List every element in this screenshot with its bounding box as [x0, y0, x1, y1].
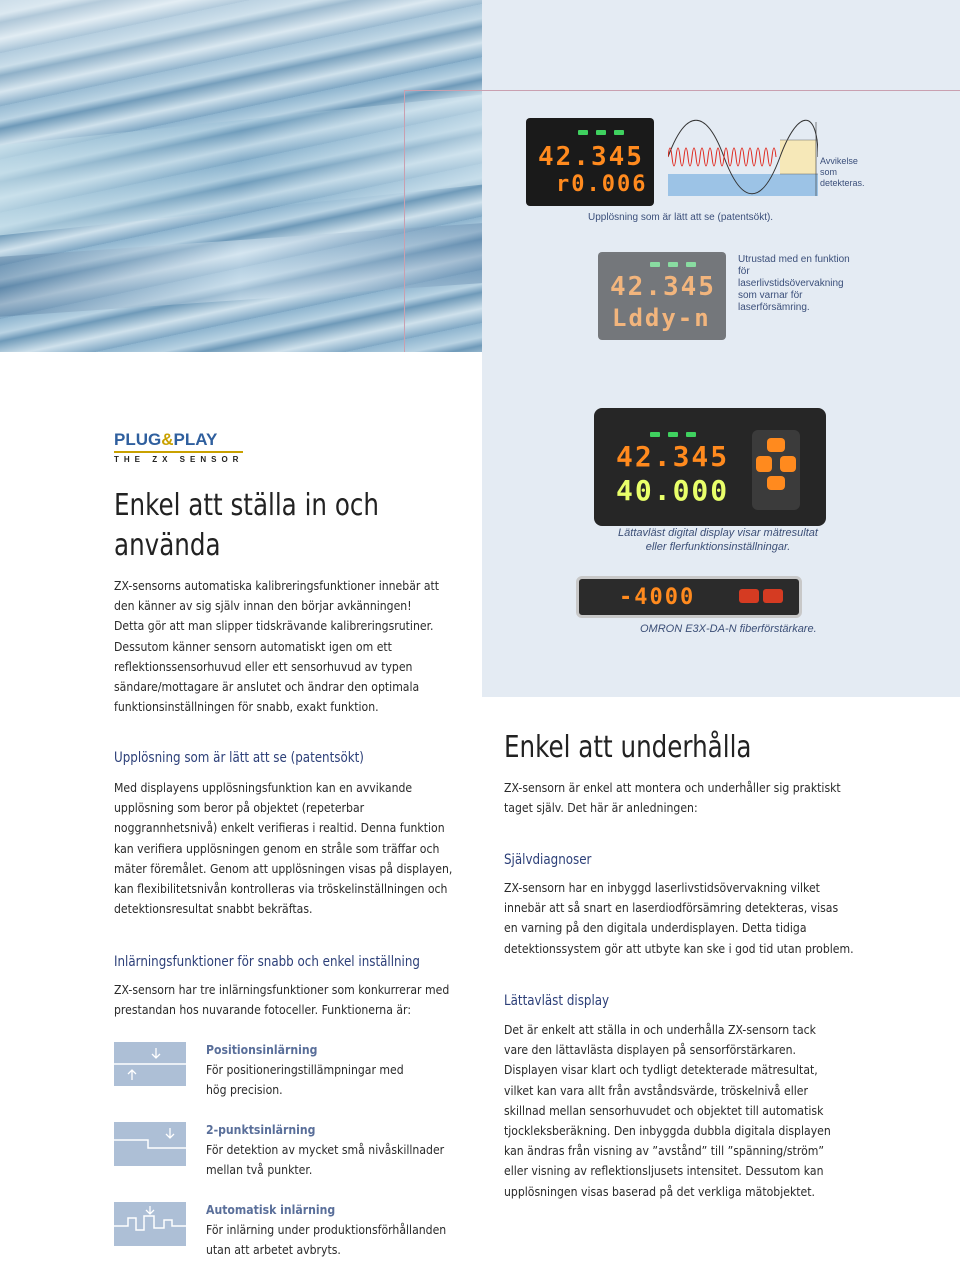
learning-title-two-point: 2-punktsinlärning: [206, 1122, 316, 1137]
page-title-line1: Enkel att ställa in och: [114, 488, 380, 523]
arrow-left-button[interactable]: [756, 456, 772, 472]
caption-omron: OMRON E3X-DA-N fiberförstärkare.: [640, 623, 817, 635]
display-resolution: [526, 118, 654, 206]
readable-display-paragraph: Det är enkelt att ställa in och underhålla ZX-sensorn tack vare den lättavlästa displayen på sensorförstärkaren. Displayen visar klart och tydligt detekterade mätresultat, vilket kan vara allt från avståndsvärde, tröskelnivå eller skillnad mellan sensorhuvudet och objektet till automatisk tjockleksberäkning. Den inbyggda dubbla digitala displayen kan ändras från visning av ”avstånd” till ”spänning/ström” eller visning av reflektionsljusets intensitet. Dessutom kan upplösningen visas baserad på det verkliga mätobjektet.: [504, 1022, 831, 1199]
learning-text-position: För positioneringstillämpningar med hög precision.: [206, 1062, 404, 1098]
learning-paragraph: ZX-sensorn har tre inlärningsfunktioner som konkurrerar med prestandan hos nuvarande fotoceller. Funktionerna är:: [114, 982, 450, 1018]
fiber-amplifier-display: [576, 576, 802, 618]
indicator-leds: [578, 130, 624, 135]
page-title-line2: använda: [114, 528, 221, 563]
maintenance-title: Enkel att underhålla: [504, 730, 752, 765]
caption-laser-monitoring: Utrustad med en funktion för laserlivstidsövervakning som varnar för laserförsämring.: [738, 254, 850, 313]
plug-and-play-logo: [114, 430, 243, 464]
auto-teaching-icon: [114, 1202, 186, 1246]
maintenance-intro: ZX-sensorn är enkel att montera och underhåller sig praktiskt taget själv. Det här är anledningen:: [504, 780, 841, 816]
caption-deviation: Avvikelse som detekteras.: [820, 156, 865, 188]
display-laser-warning: [598, 252, 726, 340]
indicator-leds: [650, 432, 696, 437]
display-main-value: 42.345: [610, 272, 716, 302]
section-heading-self-diagnosis: Självdiagnoser: [504, 852, 592, 868]
logo-wordmark: PLUG&PLAY: [114, 430, 218, 449]
learning-text-two-point: För detektion av mycket små nivåskillnader mellan två punkter.: [206, 1142, 445, 1178]
indicator-leds: [650, 262, 696, 267]
display-main-value: -4000: [619, 585, 696, 610]
amplifier-display: [594, 408, 826, 526]
display-main-value: 42.345: [616, 440, 730, 473]
position-teaching-icon: [114, 1042, 186, 1086]
display-main-value: 42.345: [538, 142, 644, 172]
arrow-up-button[interactable]: [767, 438, 785, 452]
arrow-down-button[interactable]: [767, 476, 785, 490]
caption-display-readable: Lättavläst digital display visar mätresultat eller flerfunktionsinställningar.: [618, 527, 818, 554]
learning-text-auto: För inlärning under produktionsförhållanden utan att arbetet avbryts.: [206, 1222, 447, 1258]
section-heading-resolution: Upplösning som är lätt att se (patentsökt): [114, 750, 364, 766]
learning-title-auto: Automatisk inlärning: [206, 1202, 336, 1217]
resolution-paragraph: Med displayens upplösningsfunktion kan en avvikande upplösning som beror på objektet (repeterbar noggrannhetsnivå) enkelt verifieras i realtid. Denna funktion kan verifiera upplösningen genom en stråle som träffar och mäter föremålet. Genom att upplösningen visas på displayen, kan flexibilitetsnivån kontrolleras via tröskelinställningen och detektionsresultat snabbt bekräftas.: [114, 780, 453, 917]
self-diagnosis-paragraph: ZX-sensorn har en inbyggd laserlivstidsövervakning vilket innebär att så snart en laserdiodförsämring detekteras, visas en varning på den digitala underdisplayen. Detta tidiga detektionssystem gör att utbyte kan ske i god tid utan problem.: [504, 880, 854, 956]
amplifier-buttons: [752, 430, 800, 510]
display-sub-value: r0.006: [556, 172, 648, 197]
button-right[interactable]: [763, 589, 783, 603]
display-sub-value: Lddy-n: [612, 304, 711, 332]
caption-resolution: Upplösning som är lätt att se (patentsökt).: [588, 212, 774, 223]
deviation-waveform: [668, 118, 818, 196]
arrow-right-button[interactable]: [780, 456, 796, 472]
section-heading-learning: Inlärningsfunktioner för snabb och enkel inställning: [114, 954, 420, 970]
display-sub-value: 40.000: [616, 474, 730, 507]
section-heading-readable-display: Lättavläst display: [504, 993, 610, 1009]
logo-tagline: THE ZX SENSOR: [114, 451, 243, 464]
intro-paragraph: ZX-sensorns automatiska kalibreringsfunktioner innebär att den känner av sig själv innan den börjar avkänningen! Detta gör att man slipper tidskrävande kalibreringsrutiner. Dessutom känner sensorn automatiskt igen om ett reflektionssensorhuvud eller ett sensorhuvud av typen sändare/mottagare är anslutet och ändrar den optimala funktionsinställningen för snabb, exakt funktion.: [114, 578, 440, 715]
learning-title-position: Positionsinlärning: [206, 1042, 318, 1057]
button-left[interactable]: [739, 589, 759, 603]
two-point-teaching-icon: [114, 1122, 186, 1166]
